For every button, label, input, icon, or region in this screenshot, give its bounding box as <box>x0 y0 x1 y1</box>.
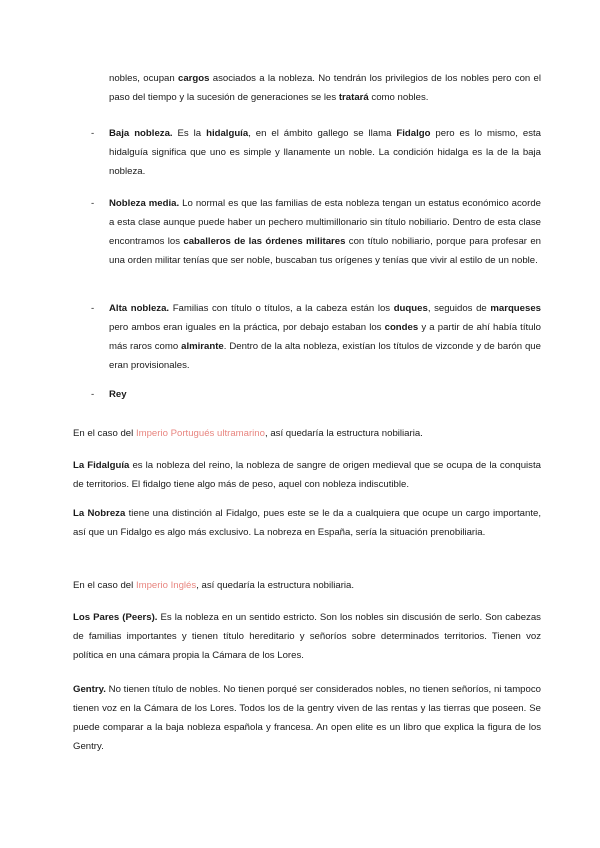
portugal-intro: En el caso del Imperio Portugués ultramarino, así quedaría la estructura nobiliaria. <box>73 428 423 439</box>
nobreza-paragraph: La Nobreza tiene una distinción al Fidalgo, pues este se le da a cualquiera que ocupe un cargo importante, así que un Fidalgo es algo más exclusivo. La nobreza en España, sería la situación prenobiliaria. <box>73 508 541 538</box>
gentry-paragraph: Gentry. No tienen título de nobles. No tienen porqué ser considerados nobles, no tienen señoríos, ni tampoco tienen voz en la Cámara de los Lores. Todos los de la gentry viven de las rentas y las tierras que poseen. Se puede comparar a la baja nobleza española y francesa. An open elite es un libro que explica la figura de los Gentry. <box>73 684 541 752</box>
nobleza-media-item: Nobleza media. Lo normal es que las familias de esta nobleza tengan un estatus económico acorde a esta clase aunque puede haber un pechero multimillonario sin título nobiliario. Dentro de esta clase encontramos los caballeros de las órdenes militares con título nobiliario, porque para profesar en una orden militar tenías que ser noble, buscaban tus orígenes y tenías que vivir al estilo de un noble. <box>109 198 541 266</box>
alta-nobleza-item: Alta nobleza. Familias con título o títulos, a la cabeza están los duques, seguidos de marqueses pero ambos eran iguales en la práctica, por debajo estaban los condes y a partir de ahí había título más raros como almirante. Dentro de la alta nobleza, existían los títulos de vizconde y de barón que eran provisionales. <box>109 303 542 371</box>
imperio-portugues-link[interactable]: Imperio Portugués ultramarino <box>135 428 265 439</box>
ingles-intro: En el caso del Imperio Inglés, así quedaría la estructura nobiliaria. <box>73 580 355 591</box>
intro-paragraph: nobles, ocupan cargos asociados a la nobleza. No tendrán los privilegios de los nobles pero con el paso del tiempo y la sucesión de generaciones se les tratará como nobles. <box>109 73 541 103</box>
imperio-ingles-link[interactable]: Imperio Inglés <box>135 580 197 591</box>
fidalguia-paragraph: La Fidalguía es la nobleza del reino, la nobleza de sangre de origen medieval que se ocupa de la conquista de territorios. El fidalgo tiene algo más de peso, aquel con nobleza indiscutible. <box>73 460 541 490</box>
rey-item: Rey <box>109 389 127 400</box>
baja-nobleza-item: Baja nobleza. Es la hidalguía, en el ámbito gallego se llama Fidalgo pero es lo mismo, esta hidalguía significa que uno es simple y llanamente un noble. La condición hidalga es la de la baja nobleza. <box>109 128 542 177</box>
bullet-marker: - <box>91 303 95 314</box>
bullet-marker: - <box>91 128 95 139</box>
pares-paragraph: Los Pares (Peers). Es la nobleza en un sentido estricto. Son los nobles sin discusión de serlo. Son cabezas de familias importantes y tienen título hereditario y señoríos sobre determinados territorios. Tienen voz política en una cámara propia la Cámara de los Lores. <box>73 612 541 661</box>
bullet-marker: - <box>91 198 95 209</box>
bullet-marker: - <box>91 389 95 400</box>
